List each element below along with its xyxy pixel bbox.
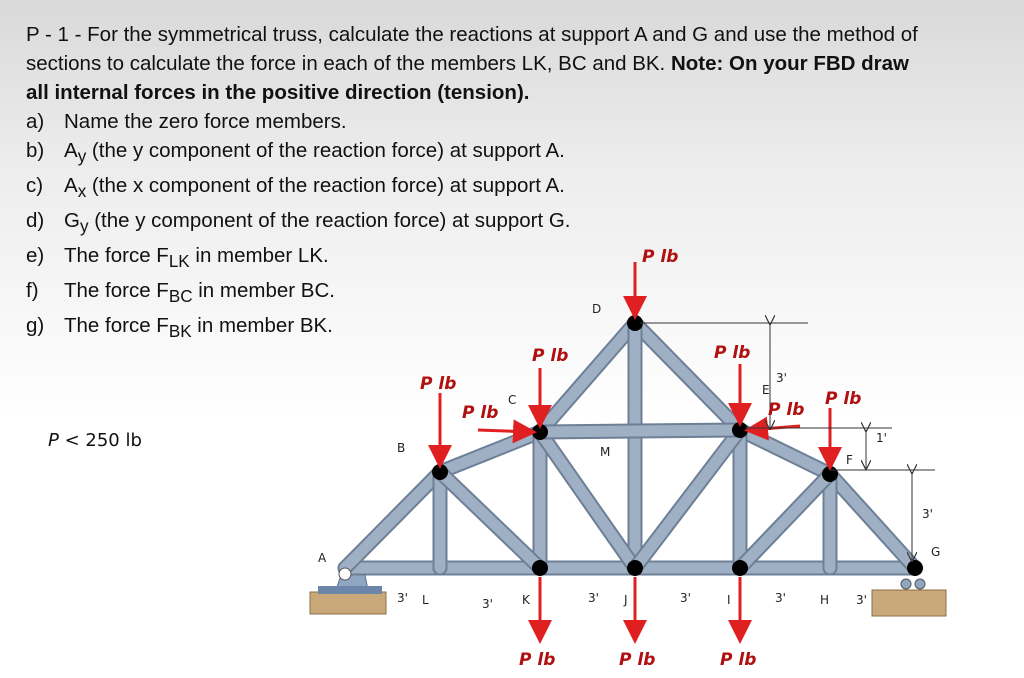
dim-panel-1: 3' (397, 591, 408, 605)
joint-f (822, 466, 838, 482)
question-f: f) The force $F_{BC}$ in member BC. (26, 279, 335, 307)
member-ef (740, 430, 830, 474)
question-b: b) $A_y$ (the y component of the reaction force) at support A. (26, 139, 565, 167)
load-label-c: P lb (532, 346, 569, 366)
node-label-l: L (422, 593, 429, 607)
member-cd (540, 323, 635, 432)
dim-panel-5: 3' (775, 591, 786, 605)
node-label-k: K (522, 593, 530, 607)
load-condition: P < 250 lb (48, 430, 142, 451)
load-label-f: P lb (825, 389, 862, 409)
question-a: a) Name the zero force members. (26, 110, 347, 133)
joint-j (627, 560, 643, 576)
member-fi (740, 474, 830, 568)
member-ce (540, 430, 740, 432)
problem-intro: P - 1 - For the symmetrical truss, calculate the reactions at support A and G and use the method of sections to calculate the force in each of the members LK, BC and BK. Note: On your FBD draw all internal forces in the positive direction (tension). (26, 23, 918, 104)
load-label-j: P lb (619, 650, 656, 670)
dim-panel-3: 3' (588, 591, 599, 605)
roller-g-2 (915, 579, 925, 589)
load-label-i: P lb (720, 650, 757, 670)
load-label-d: P lb (642, 247, 679, 267)
support-plate-a (318, 586, 382, 594)
node-label-b: B (397, 441, 406, 455)
node-label-j: J (624, 593, 628, 607)
node-label-g: G (931, 545, 941, 559)
dim-panel-2: 3' (482, 597, 493, 611)
joint-k (532, 560, 548, 576)
member-ab (345, 472, 440, 568)
joint-e (732, 422, 748, 438)
joint-c (532, 424, 548, 440)
problem-note: Note: On your FBD draw all internal forces in the positive direction (tension). (26, 52, 910, 104)
pin-a (339, 568, 351, 580)
node-label-h: H (820, 593, 830, 607)
question-g: g) The force $F_{BK}$ in member BK. (26, 314, 333, 342)
node-label-c: C (508, 393, 517, 407)
question-e: e) The force $F_{LK}$ in member LK. (26, 244, 329, 272)
load-label-k: P lb (519, 650, 556, 670)
question-c: c) $A_x$ (the x component of the reaction force) at support A. (26, 174, 565, 202)
node-label-e: E (762, 383, 770, 397)
joint-i (732, 560, 748, 576)
member-ej (635, 430, 740, 568)
load-label-c-horiz: P lb (462, 403, 499, 423)
load-label-e: P lb (714, 343, 751, 363)
load-label-e-horiz: P lb (768, 400, 805, 420)
member-de (635, 323, 740, 430)
dim-step1: 3' (776, 371, 787, 385)
roller-g-1 (901, 579, 911, 589)
ground-right (872, 590, 946, 616)
node-label-d: D (592, 302, 602, 316)
joint-b (432, 464, 448, 480)
node-label-a: A (318, 551, 327, 565)
node-label-m: M (600, 445, 611, 459)
member-bc (440, 432, 540, 472)
member-fg (830, 474, 915, 568)
dim-panel-4: 3' (680, 591, 691, 605)
member-cj (540, 432, 635, 568)
node-label-i: I (727, 593, 731, 607)
member-bk (440, 472, 540, 568)
dim-step2: 1' (876, 431, 887, 445)
question-d: d) $G_y$ (the y component of the reaction force) at support G. (26, 209, 571, 237)
joint-g (907, 560, 923, 576)
dim-base: 3' (922, 507, 933, 521)
load-label-b: P lb (420, 374, 457, 394)
ground-left (310, 592, 386, 614)
dim-panel-6: 3' (856, 593, 867, 607)
load-arrow-c-horiz (478, 430, 531, 432)
node-label-f: F (846, 453, 853, 467)
